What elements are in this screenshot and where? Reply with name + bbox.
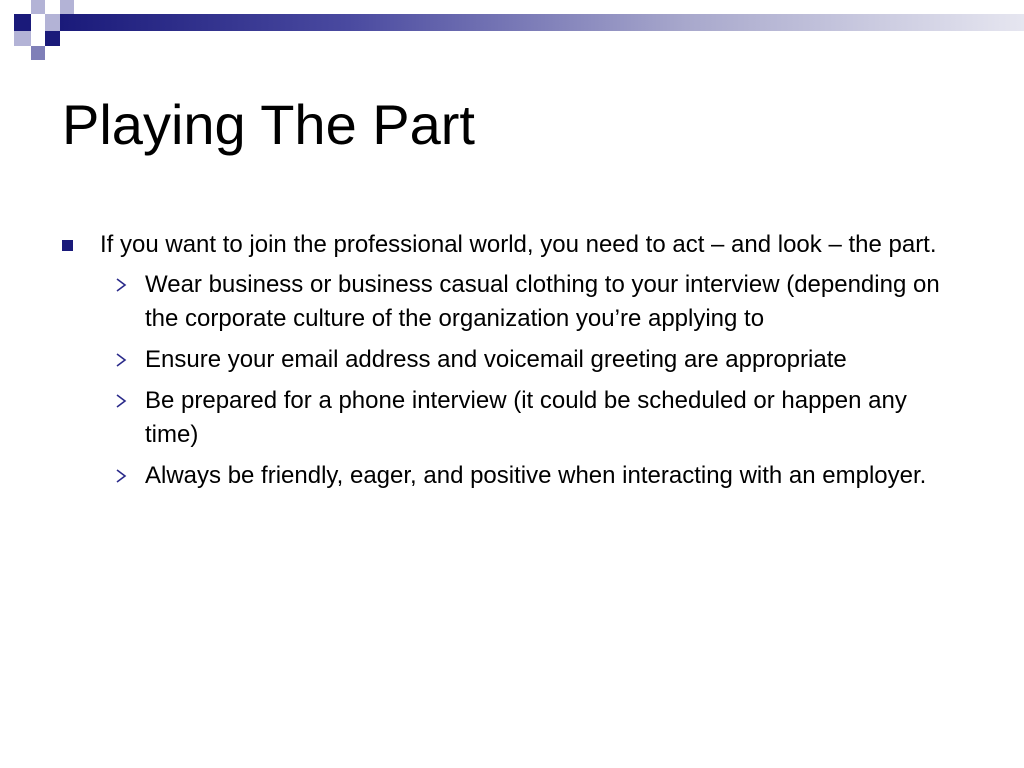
decor-square xyxy=(45,31,60,46)
sub-bullet-list xyxy=(62,268,962,493)
sub-bullet-item xyxy=(62,384,962,452)
decor-square xyxy=(14,14,31,31)
decor-square xyxy=(60,0,74,14)
gradient-bar xyxy=(60,14,1024,31)
decor-square xyxy=(31,0,45,14)
sub-bullet-item xyxy=(62,268,962,336)
header-decoration xyxy=(0,0,1024,60)
sub-bullet-text: Be prepared for a phone interview (it could be scheduled or happen any time) xyxy=(145,387,907,448)
bullet-text: If you want to join the professional world, you need to act – and look – the part. xyxy=(100,231,937,258)
arrow-bullet-icon xyxy=(114,459,130,493)
sub-bullet-item xyxy=(62,459,962,493)
sub-bullet-item xyxy=(62,343,962,377)
sub-bullet-text: Ensure your email address and voicemail greeting are appropriate xyxy=(145,346,847,373)
slide-title: Playing The Part xyxy=(62,93,475,156)
decor-square xyxy=(14,31,31,46)
sub-bullet-text: Always be friendly, eager, and positive when interacting with an employer. xyxy=(145,462,927,489)
decor-square xyxy=(31,46,45,60)
bullet-item xyxy=(62,228,962,262)
arrow-bullet-icon xyxy=(114,268,130,302)
decor-square xyxy=(45,14,60,31)
square-bullet-icon xyxy=(62,240,73,251)
sub-bullet-text: Wear business or business casual clothing to your interview (depending on the corporate culture of the organization you’re applying to xyxy=(145,271,940,332)
arrow-bullet-icon xyxy=(114,384,130,418)
arrow-bullet-icon xyxy=(114,343,130,377)
slide-body xyxy=(62,228,962,500)
